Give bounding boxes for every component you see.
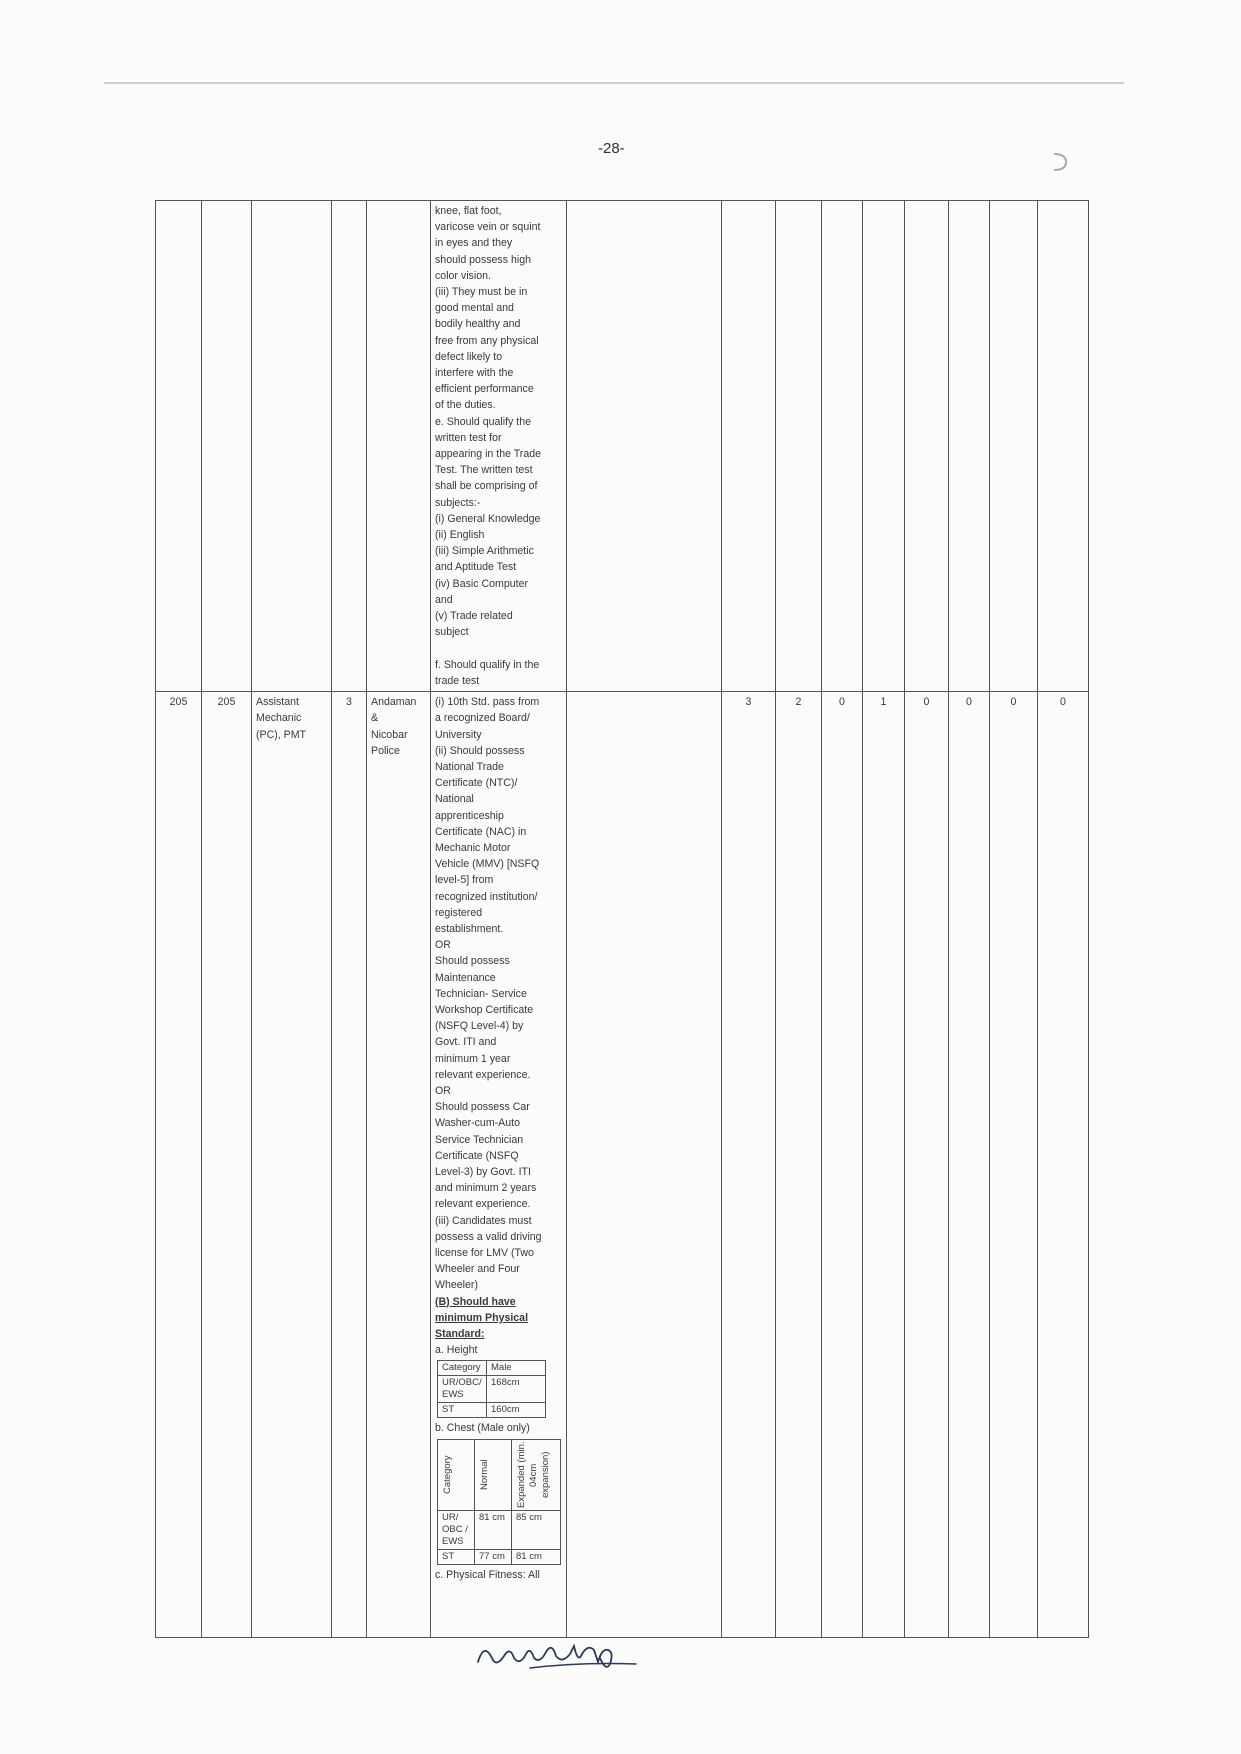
cell-sl-no: 205 — [156, 692, 202, 1638]
cell-vacancy — [722, 201, 776, 692]
chest-header-expanded: Expanded (min. 04cm expansion) — [516, 1441, 551, 1508]
cell-vacancy: 0 — [949, 692, 990, 1638]
cell-department — [367, 692, 431, 1638]
cell-vacancy — [949, 201, 990, 692]
cell-vacancy — [822, 201, 863, 692]
chest-header-normal: Normal — [479, 1459, 490, 1490]
chest-expanded-cell: 85 cm — [512, 1510, 561, 1549]
cell-vacancy — [990, 201, 1038, 692]
cell-pay-level: 3 — [332, 692, 367, 1638]
chest-normal-cell: 81 cm — [475, 1510, 512, 1549]
cell-vacancy: 3 — [722, 692, 776, 1638]
cell-post-name — [252, 201, 332, 692]
fitness-label: c. Physical Fitness: All — [435, 1568, 540, 1581]
cell-vacancy: 1 — [863, 692, 905, 1638]
cell-post-code: 205 — [202, 692, 252, 1638]
post-name-text: Assistant Mechanic (PC), PMT — [256, 696, 307, 741]
height-value-cell: 160cm — [487, 1403, 546, 1418]
chest-category-cell: UR/ OBC / EWS — [438, 1510, 475, 1549]
cell-post-name — [252, 692, 332, 1638]
cell-department — [367, 201, 431, 692]
cell-vacancy — [1038, 201, 1089, 692]
height-category-cell: ST — [438, 1403, 487, 1418]
cell-vacancy: 0 — [990, 692, 1038, 1638]
table-row-continued — [156, 201, 1089, 692]
cell-post-code — [202, 201, 252, 692]
height-category-cell: UR/OBC/ EWS — [438, 1376, 487, 1403]
recruitment-table — [155, 200, 1089, 1638]
cell-qualification — [431, 692, 567, 1638]
qualification-text-continued: knee, flat foot, varicose vein or squint in eyes and they should possess high color vision. (iii) They must be in good mental and bodily healthy and free from any physical defect likely to interfere with the efficient performance of the duties. e. Should qualify the written test for appearing in the Trade Test. The written test shall be comprising of subjects:- (i) General Knowledge (ii) English (iii) Simple Arithmetic and Aptitude Test (iv) Basic Computer and (v) Trade related subject f. Should qualify in the trade test — [435, 205, 542, 687]
page-number: -28- — [598, 140, 625, 157]
height-label: a. Height — [435, 1344, 478, 1357]
cell-remarks — [567, 692, 722, 1638]
cell-qualification — [431, 201, 567, 692]
department-text: Andaman & Nicobar Police — [371, 696, 417, 757]
cell-vacancy: 2 — [776, 692, 822, 1638]
height-standard-table — [437, 1360, 546, 1418]
cell-vacancy — [863, 201, 905, 692]
cell-vacancy: 0 — [905, 692, 949, 1638]
table-row-205 — [156, 692, 1089, 1638]
height-header-category: Category — [438, 1361, 487, 1376]
cell-vacancy: 0 — [1038, 692, 1089, 1638]
cell-vacancy: 0 — [822, 692, 863, 1638]
scan-edge-line — [104, 82, 1124, 84]
cell-pay-level — [332, 201, 367, 692]
height-header-male: Male — [487, 1361, 546, 1376]
cell-vacancy — [905, 201, 949, 692]
physical-standard-heading: (B) Should have minimum Physical Standard: — [435, 1295, 529, 1341]
scan-artifact-mark — [1048, 150, 1072, 174]
cell-remarks — [567, 201, 722, 692]
chest-standard-table — [437, 1439, 561, 1565]
height-value-cell: 168cm — [487, 1376, 546, 1403]
cell-vacancy — [776, 201, 822, 692]
chest-category-cell: ST — [438, 1549, 475, 1564]
chest-normal-cell: 77 cm — [475, 1549, 512, 1564]
signature-image — [470, 1628, 640, 1678]
qualification-text: (i) 10th Std. pass from a recognized Board/ University (ii) Should possess National Trade Certificate (NTC)/ National apprenticeship Certificate (NAC) in Mechanic Motor Vehicle (MMV) [NSFQ level-5] from recognized institution/ registered establishment. OR Should possess Maintenance Technician- Service Workshop Certificate (NSFQ Level-4) by Govt. ITI and minimum 1 year relevant experience. OR Should possess Car Washer-cum-Auto Service Technician Certificate (NSFQ Level-3) by Govt. ITI and minimum 2 years relevant experience. (iii) Candidates must possess a valid driving license for LMV (Two Wheeler and Four Wheeler) — [435, 696, 542, 1292]
cell-sl-no — [156, 201, 202, 692]
chest-label: b. Chest (Male only) — [435, 1422, 530, 1435]
chest-expanded-cell: 81 cm — [512, 1549, 561, 1564]
chest-header-category: Category — [442, 1455, 453, 1494]
